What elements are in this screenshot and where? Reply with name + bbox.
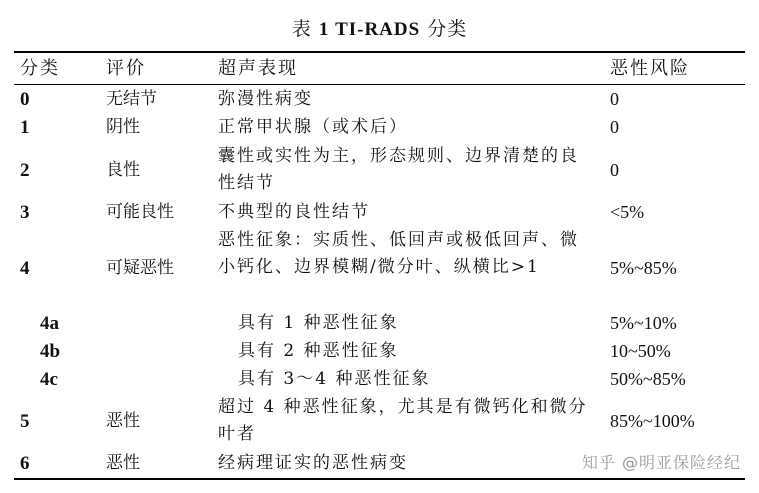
row-ultrasound: 弥漫性病变 [218,89,313,109]
row-ultrasound: 不典型的良性结节 [218,202,370,222]
row-ultrasound: 具有 1 种恶性征象 [238,313,399,333]
row-evaluation: 恶性 [106,411,140,431]
row-ultrasound: 具有 2 种恶性征象 [238,341,399,361]
row-code: 4b [40,341,61,362]
row-code: 4 [20,258,30,279]
row-risk: 5%~10% [610,313,677,333]
row-risk: 50%~85% [610,369,686,389]
table-bottom-rule [14,478,745,480]
row-code: 3 [20,202,30,223]
header-ultrasound: 超声表现 [218,58,298,79]
table-top-rule [14,51,745,53]
row-code: 4a [40,313,59,334]
row-ultrasound: 具有 3～4 种恶性征象 [238,369,431,389]
table-title: 表 1 TI-RADS 分类 [291,18,468,40]
row-evaluation: 无结节 [106,89,157,109]
row-evaluation: 可疑恶性 [106,258,174,278]
row-code: 0 [20,89,30,110]
watermark: 知乎 @明亚保险经纪 [581,453,741,472]
row-risk: 10~50% [610,341,671,361]
row-risk: 0 [610,117,619,137]
row-code: 2 [20,160,30,181]
row-code: 6 [20,453,30,474]
row-code: 4c [40,369,58,390]
row-ultrasound: 正常甲状腺（或术后） [218,117,408,137]
header-risk: 恶性风险 [610,58,690,79]
row-ultrasound: 经病理证实的恶性病变 [218,453,408,473]
row-risk: 5%~85% [610,258,677,278]
row-risk: 0 [610,89,619,109]
table-header-rule [14,84,745,85]
row-code: 1 [20,117,30,138]
row-risk: 85%~100% [610,411,695,431]
row-evaluation: 恶性 [106,453,140,473]
row-evaluation: 良性 [106,160,140,180]
row-evaluation: 可能良性 [106,202,174,222]
header-category: 分类 [20,58,60,79]
row-risk: <5% [610,202,645,222]
row-code: 5 [20,411,30,432]
row-evaluation: 阴性 [106,117,140,137]
header-evaluation: 评价 [106,58,146,79]
row-ultrasound: 恶性征象：实质性、低回声或极低回声、微小钙化、边界模糊/微分叶、纵横比>1 [218,230,579,277]
row-ultrasound: 超过 4 种恶性征象，尤其是有微钙化和微分叶者 [218,397,588,444]
row-risk: 0 [610,160,619,180]
row-ultrasound: 囊性或实性为主，形态规则、边界清楚的良性结节 [218,146,579,193]
